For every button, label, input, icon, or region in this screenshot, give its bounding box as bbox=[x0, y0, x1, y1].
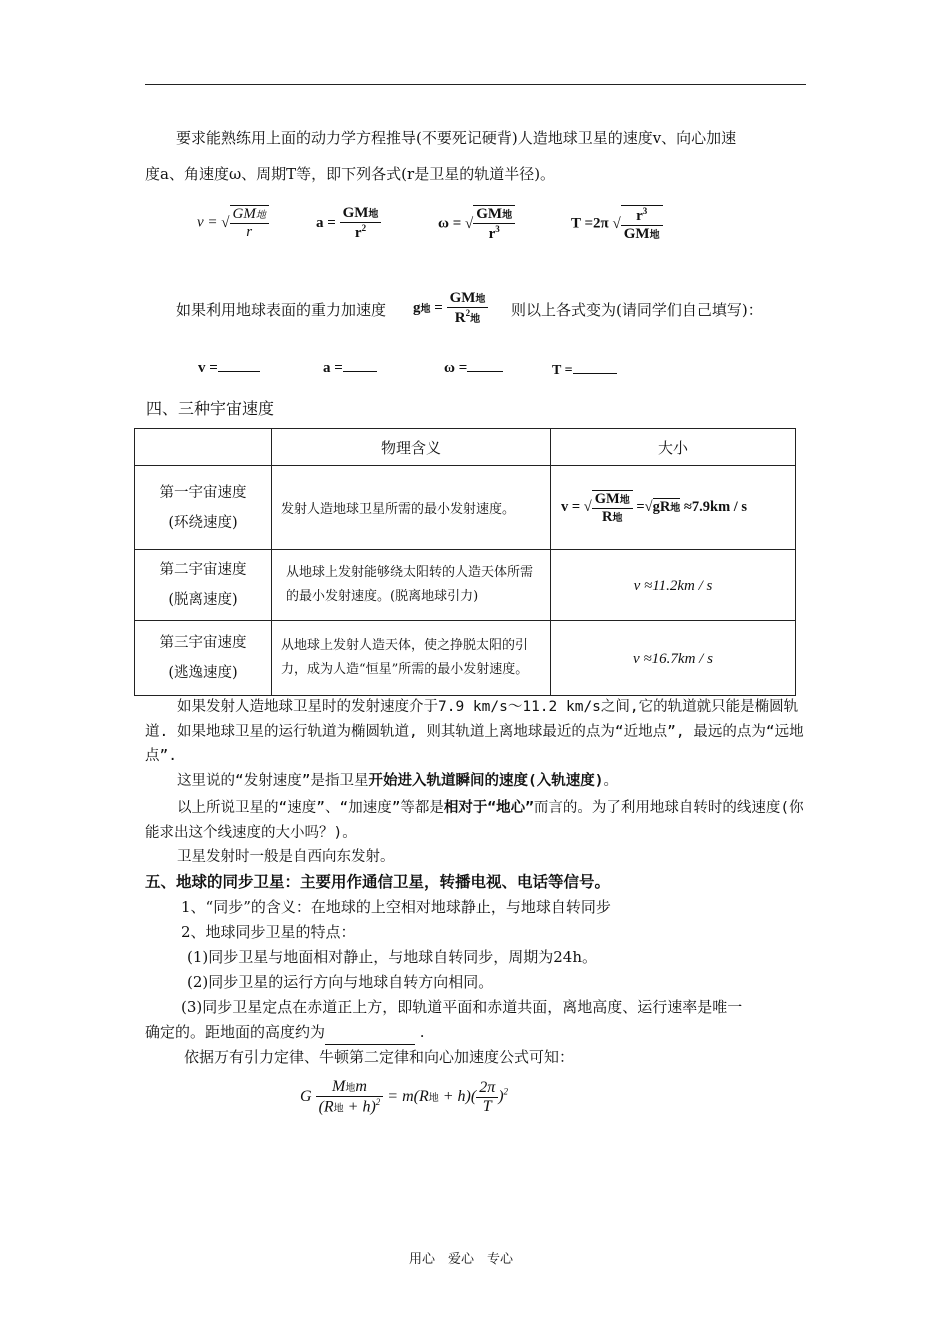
formula-omega: ω = √ $\frac{\text{GM地}}{r^3}$ bbox=[438, 205, 515, 243]
section5-title: 五、地球的同步卫星：主要用作通信卫星，转播电视、电话等信号。 bbox=[145, 873, 611, 891]
section5-sub-1: (1)同步卫星与地面相对静止，与地球自转同步，周期为24h。 bbox=[187, 948, 597, 966]
intro-line-1: 要求能熟练用上面的动力学方程推导(不要死记硬背)人造地球卫星的速度v、向心加速 bbox=[176, 129, 737, 147]
speed-name: 第三宇宙速度 (逃逸速度) bbox=[135, 621, 272, 696]
table-header-meaning: 物理含义 bbox=[272, 429, 551, 466]
section5-item-2: 2、地球同步卫星的特点： bbox=[181, 923, 356, 941]
section5-height: 确定的。距地面的高度约为 . bbox=[145, 1020, 425, 1045]
fill-period[interactable]: T = bbox=[552, 363, 617, 379]
section5-item-1: 1、“同步”的含义：在地球的上空相对地球静止，与地球自转同步 bbox=[181, 898, 611, 916]
section5-basis: 依据万有引力定律、牛顿第二定律和向心加速度公式可知： bbox=[184, 1048, 575, 1066]
gsurface-prefix: 如果利用地球表面的重力加速度 bbox=[176, 301, 387, 319]
section5-sub-3: (3)同步卫星定点在赤道正上方，即轨道平面和赤道共面，离地高度、运行速率是唯一 bbox=[181, 998, 743, 1016]
formula-period: T =2π √ $\frac{r^3}{\text{GM地}}$ bbox=[571, 205, 663, 243]
speed-name: 第二宇宙速度 (脱离速度) bbox=[135, 550, 272, 621]
table-header-size: 大小 bbox=[551, 429, 796, 466]
speed-meaning: 发射人造地球卫星所需的最小发射速度。 bbox=[272, 466, 551, 550]
table-row bbox=[135, 621, 796, 696]
speed-meaning: 从地球上发射能够绕太阳转的人造天体所需的最小发射速度。(脱离地球引力) bbox=[272, 550, 551, 621]
speed-value: v ≈16.7km / s bbox=[551, 621, 796, 696]
formula-a: a = $\frac{\text{GM地}}{r^2}$ bbox=[316, 205, 381, 242]
speed-name: 第一宇宙速度 (环绕速度) bbox=[135, 466, 272, 550]
section4-title: 四、三种宇宙速度 bbox=[146, 399, 275, 418]
fill-omega[interactable]: ω = bbox=[444, 360, 503, 377]
note-launch-direction: 卫星发射时一般是自西向东发射。 bbox=[177, 849, 395, 865]
section5-sub-2: (2)同步卫星的运行方向与地球自转方向相同。 bbox=[187, 973, 494, 991]
speed-value: v ≈11.2km / s bbox=[551, 550, 796, 621]
height-blank[interactable] bbox=[325, 1029, 415, 1045]
note-launch-speed: 这里说的“发射速度”是指卫星开始进入轨道瞬间的速度(入轨速度)。 bbox=[177, 773, 618, 789]
note-elliptic-orbit: 如果发射人造地球卫星时的发射速度介于7.9 km/s～11.2 km/s之间,它的轨道就只能是椭圆轨道. 如果地球卫星的运行轨道为椭圆轨道, 则其轨道上离地球最近的点为“近地点”, 最远的点为“远地点”. bbox=[145, 699, 804, 764]
table-header-empty bbox=[135, 429, 272, 466]
table-row bbox=[135, 466, 796, 550]
gsurface-formula: g地 = $\frac{\text{GM地}}{R^2地}$ bbox=[413, 290, 488, 327]
fill-a[interactable]: a = bbox=[323, 360, 377, 377]
cosmic-speed-table bbox=[134, 428, 796, 696]
header-rule bbox=[145, 84, 806, 85]
fill-v[interactable]: v = bbox=[198, 360, 260, 377]
speed-meaning: 从地球上发射人造天体，使之挣脱太阳的引力，成为人造“恒星”所需的最小发射速度。 bbox=[272, 621, 551, 696]
page-footer: 用心 爱心 专心 bbox=[409, 1252, 514, 1267]
formula-sync-orbit: G $\frac{\text{M地m}}{(R地 + h)^2}$ = m(R地 + h)( $\frac{2\pi}{T}$ )$^2$ bbox=[300, 1078, 509, 1116]
table-row bbox=[135, 550, 796, 621]
formula-v: v = √ $\frac{\text{GM地}}{r}$ bbox=[197, 205, 269, 241]
gsurface-suffix: 则以上各式变为(请同学们自己填写)： bbox=[511, 301, 763, 319]
note-relative-to-center: 以上所说卫星的“速度”、“加速度”等都是相对于“地心”而言的。为了利用地球自转时的线速度(你能求出这个线速度的大小吗？)。 bbox=[145, 800, 804, 841]
speed-value: v = √ $\frac{\text{GM地}}{\text{R地}}$ =√gR地 ≈7.9km / s bbox=[551, 466, 796, 550]
intro-line-2: 度a、角速度ω、周期T等，即下列各式(r是卫星的轨道半径)。 bbox=[145, 165, 556, 183]
